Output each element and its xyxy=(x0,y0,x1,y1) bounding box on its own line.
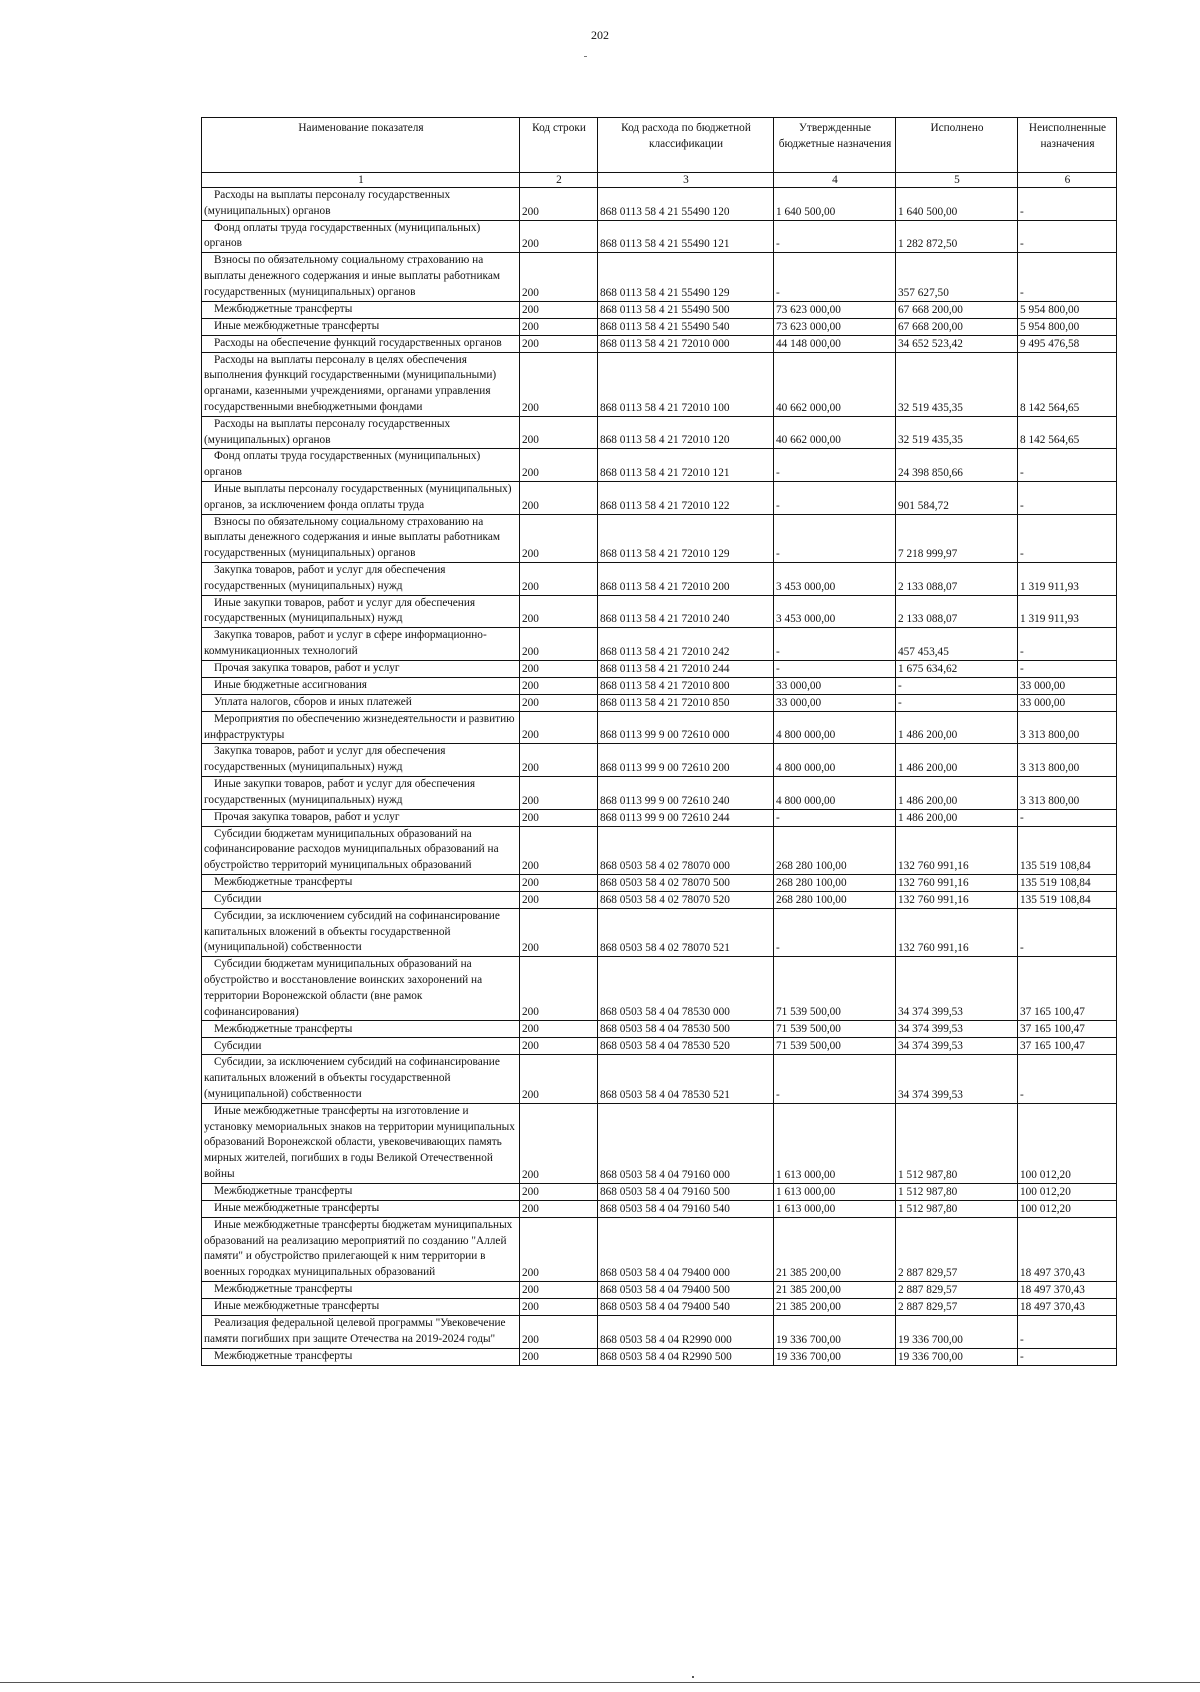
approved-amount-cell: 1 613 000,00 xyxy=(774,1200,896,1217)
budget-class-code-cell: 868 0113 58 4 21 72010 120 xyxy=(598,416,774,449)
budget-class-code-cell: 868 0503 58 4 02 78070 000 xyxy=(598,826,774,874)
table-row xyxy=(202,826,1117,874)
table-row xyxy=(202,1200,1117,1217)
executed-amount-cell: 1 512 987,80 xyxy=(896,1200,1018,1217)
unexecuted-amount-cell: 5 954 800,00 xyxy=(1018,301,1117,318)
line-code-cell: 200 xyxy=(520,776,598,809)
executed-amount-cell: 19 336 700,00 xyxy=(896,1316,1018,1349)
approved-amount-cell: 71 539 500,00 xyxy=(774,1038,896,1055)
line-code-cell: 200 xyxy=(520,628,598,661)
unexecuted-amount-cell: - xyxy=(1018,188,1117,221)
executed-amount-cell: 1 486 200,00 xyxy=(896,711,1018,744)
budget-class-code-cell: 868 0503 58 4 02 78070 520 xyxy=(598,891,774,908)
approved-amount-cell: 21 385 200,00 xyxy=(774,1217,896,1281)
line-code-cell: 200 xyxy=(520,1183,598,1200)
budget-class-code-cell: 868 0503 58 4 04 79400 540 xyxy=(598,1299,774,1316)
column-number: 4 xyxy=(774,173,896,188)
unexecuted-amount-cell: 33 000,00 xyxy=(1018,694,1117,711)
table-row xyxy=(202,711,1117,744)
executed-amount-cell: 1 486 200,00 xyxy=(896,809,1018,826)
unexecuted-amount-cell: 135 519 108,84 xyxy=(1018,874,1117,891)
indicator-name-cell: Закупка товаров, работ и услуг для обеспечения государственных (муниципальных) нужд xyxy=(202,744,520,777)
column-header-approved: Утвержденные бюджетные назначения xyxy=(774,118,896,173)
table-row xyxy=(202,514,1117,562)
budget-class-code-cell: 868 0503 58 4 04 78530 000 xyxy=(598,957,774,1021)
budget-class-code-cell: 868 0113 58 4 21 55490 120 xyxy=(598,188,774,221)
line-code-cell: 200 xyxy=(520,188,598,221)
executed-amount-cell: 1 675 634,62 xyxy=(896,660,1018,677)
approved-amount-cell: - xyxy=(774,908,896,956)
indicator-name-cell: Реализация федеральной целевой программы "Увековечение памяти погибших при защите Отечества на 2019-2024 годы" xyxy=(202,1316,520,1349)
unexecuted-amount-cell: 100 012,20 xyxy=(1018,1183,1117,1200)
line-code-cell: 200 xyxy=(520,1299,598,1316)
approved-amount-cell: 1 640 500,00 xyxy=(774,188,896,221)
budget-class-code-cell: 868 0503 58 4 04 79160 540 xyxy=(598,1200,774,1217)
line-code-cell: 200 xyxy=(520,595,598,628)
unexecuted-amount-cell: 1 319 911,93 xyxy=(1018,562,1117,595)
column-number: 2 xyxy=(520,173,598,188)
line-code-cell: 200 xyxy=(520,335,598,352)
indicator-name-cell: Иные закупки товаров, работ и услуг для обеспечения государственных (муниципальных) нужд xyxy=(202,776,520,809)
table-row xyxy=(202,1316,1117,1349)
table-row xyxy=(202,776,1117,809)
indicator-name-cell: Иные закупки товаров, работ и услуг для обеспечения государственных (муниципальных) нужд xyxy=(202,595,520,628)
line-code-cell: 200 xyxy=(520,449,598,482)
unexecuted-amount-cell: 18 497 370,43 xyxy=(1018,1282,1117,1299)
approved-amount-cell: - xyxy=(774,514,896,562)
column-number: 5 xyxy=(896,173,1018,188)
unexecuted-amount-cell: - xyxy=(1018,220,1117,253)
unexecuted-amount-cell: - xyxy=(1018,660,1117,677)
unexecuted-amount-cell: 8 142 564,65 xyxy=(1018,416,1117,449)
line-code-cell: 200 xyxy=(520,744,598,777)
indicator-name-cell: Иные межбюджетные трансферты на изготовление и установку мемориальных знаков на территории муниципальных образований Воронежской области, увековечивающих память мирных жителей, погибших в годы Великой Отечественной войны xyxy=(202,1103,520,1183)
table-row xyxy=(202,301,1117,318)
approved-amount-cell: 21 385 200,00 xyxy=(774,1282,896,1299)
indicator-name-cell: Расходы на выплаты персоналу государственных (муниципальных) органов xyxy=(202,416,520,449)
indicator-name-cell: Иные межбюджетные трансферты xyxy=(202,318,520,335)
budget-class-code-cell: 868 0113 58 4 21 55490 121 xyxy=(598,220,774,253)
column-number: 3 xyxy=(598,173,774,188)
executed-amount-cell: 1 640 500,00 xyxy=(896,188,1018,221)
line-code-cell: 200 xyxy=(520,1217,598,1281)
indicator-name-cell: Иные выплаты персоналу государственных (муниципальных) органов, за исключением фонда оплаты труда xyxy=(202,481,520,514)
table-row xyxy=(202,908,1117,956)
executed-amount-cell: - xyxy=(896,677,1018,694)
line-code-cell: 200 xyxy=(520,908,598,956)
line-code-cell: 200 xyxy=(520,1103,598,1183)
table-row xyxy=(202,1038,1117,1055)
table-row xyxy=(202,874,1117,891)
approved-amount-cell: 44 148 000,00 xyxy=(774,335,896,352)
executed-amount-cell: 24 398 850,66 xyxy=(896,449,1018,482)
unexecuted-amount-cell: 5 954 800,00 xyxy=(1018,318,1117,335)
budget-class-code-cell: 868 0503 58 4 04 R2990 500 xyxy=(598,1348,774,1365)
unexecuted-amount-cell: 3 313 800,00 xyxy=(1018,744,1117,777)
table-row xyxy=(202,416,1117,449)
executed-amount-cell: 1 486 200,00 xyxy=(896,776,1018,809)
table-row xyxy=(202,220,1117,253)
table-body xyxy=(202,188,1117,1366)
indicator-name-cell: Межбюджетные трансферты xyxy=(202,1348,520,1365)
executed-amount-cell: - xyxy=(896,694,1018,711)
line-code-cell: 200 xyxy=(520,809,598,826)
budget-class-code-cell: 868 0113 58 4 21 72010 240 xyxy=(598,595,774,628)
table-row xyxy=(202,1299,1117,1316)
budget-class-code-cell: 868 0113 58 4 21 72010 200 xyxy=(598,562,774,595)
line-code-cell: 200 xyxy=(520,352,598,416)
indicator-name-cell: Расходы на выплаты персоналу государственных (муниципальных) органов xyxy=(202,188,520,221)
executed-amount-cell: 2 887 829,57 xyxy=(896,1282,1018,1299)
executed-amount-cell: 34 374 399,53 xyxy=(896,1038,1018,1055)
executed-amount-cell: 1 486 200,00 xyxy=(896,744,1018,777)
approved-amount-cell: 21 385 200,00 xyxy=(774,1299,896,1316)
approved-amount-cell: 19 336 700,00 xyxy=(774,1348,896,1365)
approved-amount-cell: - xyxy=(774,809,896,826)
indicator-name-cell: Субсидии, за исключением субсидий на софинансирование капитальных вложений в объекты государственной (муниципальной) собственности xyxy=(202,1055,520,1103)
budget-class-code-cell: 868 0113 99 9 00 72610 244 xyxy=(598,809,774,826)
budget-class-code-cell: 868 0503 58 4 04 78530 520 xyxy=(598,1038,774,1055)
indicator-name-cell: Расходы на обеспечение функций государственных органов xyxy=(202,335,520,352)
header-mark xyxy=(584,56,587,57)
unexecuted-amount-cell: 135 519 108,84 xyxy=(1018,826,1117,874)
table-row xyxy=(202,449,1117,482)
line-code-cell: 200 xyxy=(520,514,598,562)
table-row xyxy=(202,1055,1117,1103)
table-row xyxy=(202,809,1117,826)
approved-amount-cell: 1 613 000,00 xyxy=(774,1183,896,1200)
table-row xyxy=(202,352,1117,416)
executed-amount-cell: 2 133 088,07 xyxy=(896,562,1018,595)
table-row xyxy=(202,335,1117,352)
unexecuted-amount-cell: 135 519 108,84 xyxy=(1018,891,1117,908)
unexecuted-amount-cell: 100 012,20 xyxy=(1018,1200,1117,1217)
indicator-name-cell: Субсидии бюджетам муниципальных образований на обустройство и восстановление воинских захоронений на территории Воронежской области (вне рамок софинансирования) xyxy=(202,957,520,1021)
budget-class-code-cell: 868 0113 58 4 21 72010 000 xyxy=(598,335,774,352)
executed-amount-cell: 34 374 399,53 xyxy=(896,1055,1018,1103)
approved-amount-cell: 19 336 700,00 xyxy=(774,1316,896,1349)
line-code-cell: 200 xyxy=(520,1282,598,1299)
unexecuted-amount-cell: 3 313 800,00 xyxy=(1018,776,1117,809)
indicator-name-cell: Субсидии xyxy=(202,1038,520,1055)
approved-amount-cell: 268 280 100,00 xyxy=(774,826,896,874)
scan-mark xyxy=(692,1676,694,1678)
table-row xyxy=(202,744,1117,777)
indicator-name-cell: Субсидии xyxy=(202,891,520,908)
expenditure-table xyxy=(201,117,1117,1366)
table-row xyxy=(202,1282,1117,1299)
executed-amount-cell: 457 453,45 xyxy=(896,628,1018,661)
executed-amount-cell: 67 668 200,00 xyxy=(896,301,1018,318)
indicator-name-cell: Субсидии бюджетам муниципальных образований на софинансирование расходов муниципальных образований на обустройство территорий муниципальных образований xyxy=(202,826,520,874)
executed-amount-cell: 132 760 991,16 xyxy=(896,908,1018,956)
line-code-cell: 200 xyxy=(520,826,598,874)
table-row xyxy=(202,660,1117,677)
table-row xyxy=(202,481,1117,514)
unexecuted-amount-cell: - xyxy=(1018,481,1117,514)
unexecuted-amount-cell: 8 142 564,65 xyxy=(1018,352,1117,416)
indicator-name-cell: Расходы на выплаты персоналу в целях обеспечения выполнения функций государственными (муниципальными) органами, казенными учреждениями, органами управления государственными внебюджетными фондами xyxy=(202,352,520,416)
budget-class-code-cell: 868 0503 58 4 04 R2990 000 xyxy=(598,1316,774,1349)
line-code-cell: 200 xyxy=(520,416,598,449)
budget-class-code-cell: 868 0113 58 4 21 72010 121 xyxy=(598,449,774,482)
budget-class-code-cell: 868 0113 58 4 21 72010 122 xyxy=(598,481,774,514)
indicator-name-cell: Межбюджетные трансферты xyxy=(202,1282,520,1299)
unexecuted-amount-cell: - xyxy=(1018,1316,1117,1349)
approved-amount-cell: - xyxy=(774,253,896,301)
indicator-name-cell: Фонд оплаты труда государственных (муниципальных) органов xyxy=(202,449,520,482)
table-row xyxy=(202,562,1117,595)
executed-amount-cell: 132 760 991,16 xyxy=(896,891,1018,908)
table-row xyxy=(202,188,1117,221)
line-code-cell: 200 xyxy=(520,481,598,514)
executed-amount-cell: 67 668 200,00 xyxy=(896,318,1018,335)
budget-class-code-cell: 868 0113 58 4 21 72010 800 xyxy=(598,677,774,694)
executed-amount-cell: 901 584,72 xyxy=(896,481,1018,514)
approved-amount-cell: 33 000,00 xyxy=(774,694,896,711)
indicator-name-cell: Взносы по обязательному социальному страхованию на выплаты денежного содержания и иные выплаты работникам государственных (муниципальных) органов xyxy=(202,253,520,301)
table-row xyxy=(202,677,1117,694)
indicator-name-cell: Субсидии, за исключением субсидий на софинансирование капитальных вложений в объекты государственной (муниципальной) собственности xyxy=(202,908,520,956)
indicator-name-cell: Иные межбюджетные трансферты xyxy=(202,1299,520,1316)
indicator-name-cell: Мероприятия по обеспечению жизнедеятельности и развитию инфраструктуры xyxy=(202,711,520,744)
table-row xyxy=(202,1021,1117,1038)
budget-class-code-cell: 868 0113 58 4 21 55490 500 xyxy=(598,301,774,318)
page-number: 202 xyxy=(591,28,609,42)
approved-amount-cell: 4 800 000,00 xyxy=(774,711,896,744)
indicator-name-cell: Взносы по обязательному социальному страхованию на выплаты денежного содержания и иные выплаты работникам государственных (муниципальных) органов xyxy=(202,514,520,562)
executed-amount-cell: 2 887 829,57 xyxy=(896,1217,1018,1281)
indicator-name-cell: Межбюджетные трансферты xyxy=(202,874,520,891)
indicator-name-cell: Закупка товаров, работ и услуг в сфере информационно-коммуникационных технологий xyxy=(202,628,520,661)
approved-amount-cell: 73 623 000,00 xyxy=(774,318,896,335)
table-row xyxy=(202,253,1117,301)
executed-amount-cell: 1 282 872,50 xyxy=(896,220,1018,253)
budget-class-code-cell: 868 0503 58 4 04 79160 000 xyxy=(598,1103,774,1183)
executed-amount-cell: 132 760 991,16 xyxy=(896,826,1018,874)
executed-amount-cell: 1 512 987,80 xyxy=(896,1183,1018,1200)
budget-class-code-cell: 868 0113 99 9 00 72610 240 xyxy=(598,776,774,809)
line-code-cell: 200 xyxy=(520,220,598,253)
indicator-name-cell: Прочая закупка товаров, работ и услуг xyxy=(202,809,520,826)
budget-class-code-cell: 868 0113 58 4 21 72010 244 xyxy=(598,660,774,677)
unexecuted-amount-cell: 33 000,00 xyxy=(1018,677,1117,694)
unexecuted-amount-cell: 18 497 370,43 xyxy=(1018,1299,1117,1316)
unexecuted-amount-cell: 18 497 370,43 xyxy=(1018,1217,1117,1281)
unexecuted-amount-cell: 9 495 476,58 xyxy=(1018,335,1117,352)
indicator-name-cell: Иные межбюджетные трансферты бюджетам муниципальных образований на реализацию мероприятий по созданию "Аллей памяти" и обустройство прилегающей к ним территории в военных городках муниципальных образований xyxy=(202,1217,520,1281)
unexecuted-amount-cell: 37 165 100,47 xyxy=(1018,1038,1117,1055)
table-row xyxy=(202,595,1117,628)
approved-amount-cell: - xyxy=(774,220,896,253)
column-header-executed: Исполнено xyxy=(896,118,1018,173)
column-header-unexecuted: Неисполненные назначения xyxy=(1018,118,1117,173)
unexecuted-amount-cell: - xyxy=(1018,809,1117,826)
budget-class-code-cell: 868 0113 58 4 21 72010 242 xyxy=(598,628,774,661)
approved-amount-cell: - xyxy=(774,1055,896,1103)
indicator-name-cell: Межбюджетные трансферты xyxy=(202,1021,520,1038)
line-code-cell: 200 xyxy=(520,562,598,595)
approved-amount-cell: 3 453 000,00 xyxy=(774,595,896,628)
approved-amount-cell: 268 280 100,00 xyxy=(774,874,896,891)
line-code-cell: 200 xyxy=(520,891,598,908)
approved-amount-cell: 40 662 000,00 xyxy=(774,352,896,416)
executed-amount-cell: 7 218 999,97 xyxy=(896,514,1018,562)
unexecuted-amount-cell: 37 165 100,47 xyxy=(1018,1021,1117,1038)
table-header-row xyxy=(202,118,1117,173)
table-row xyxy=(202,1103,1117,1183)
budget-class-code-cell: 868 0503 58 4 04 79160 500 xyxy=(598,1183,774,1200)
budget-class-code-cell: 868 0503 58 4 02 78070 521 xyxy=(598,908,774,956)
indicator-name-cell: Закупка товаров, работ и услуг для обеспечения государственных (муниципальных) нужд xyxy=(202,562,520,595)
approved-amount-cell: 3 453 000,00 xyxy=(774,562,896,595)
approved-amount-cell: - xyxy=(774,660,896,677)
approved-amount-cell: 268 280 100,00 xyxy=(774,891,896,908)
line-code-cell: 200 xyxy=(520,1021,598,1038)
budget-class-code-cell: 868 0503 58 4 02 78070 500 xyxy=(598,874,774,891)
executed-amount-cell: 34 374 399,53 xyxy=(896,1021,1018,1038)
unexecuted-amount-cell: - xyxy=(1018,514,1117,562)
table-row xyxy=(202,694,1117,711)
indicator-name-cell: Фонд оплаты труда государственных (муниципальных) органов xyxy=(202,220,520,253)
line-code-cell: 200 xyxy=(520,318,598,335)
budget-class-code-cell: 868 0503 58 4 04 78530 500 xyxy=(598,1021,774,1038)
column-header-name: Наименование показателя xyxy=(202,118,520,173)
line-code-cell: 200 xyxy=(520,1055,598,1103)
unexecuted-amount-cell: - xyxy=(1018,908,1117,956)
budget-class-code-cell: 868 0113 99 9 00 72610 000 xyxy=(598,711,774,744)
approved-amount-cell: 4 800 000,00 xyxy=(774,776,896,809)
unexecuted-amount-cell: - xyxy=(1018,1055,1117,1103)
unexecuted-amount-cell: - xyxy=(1018,449,1117,482)
approved-amount-cell: 40 662 000,00 xyxy=(774,416,896,449)
table-row xyxy=(202,1183,1117,1200)
budget-class-code-cell: 868 0113 58 4 21 72010 129 xyxy=(598,514,774,562)
unexecuted-amount-cell: - xyxy=(1018,253,1117,301)
line-code-cell: 200 xyxy=(520,1348,598,1365)
indicator-name-cell: Межбюджетные трансферты xyxy=(202,301,520,318)
column-header-budget-code: Код расхода по бюджетной классификации xyxy=(598,118,774,173)
approved-amount-cell: - xyxy=(774,481,896,514)
line-code-cell: 200 xyxy=(520,301,598,318)
executed-amount-cell: 1 512 987,80 xyxy=(896,1103,1018,1183)
scan-edge-line xyxy=(0,1682,1200,1683)
approved-amount-cell: 71 539 500,00 xyxy=(774,1021,896,1038)
executed-amount-cell: 132 760 991,16 xyxy=(896,874,1018,891)
column-number-row xyxy=(202,173,1117,188)
indicator-name-cell: Прочая закупка товаров, работ и услуг xyxy=(202,660,520,677)
line-code-cell: 200 xyxy=(520,1200,598,1217)
line-code-cell: 200 xyxy=(520,1038,598,1055)
approved-amount-cell: 4 800 000,00 xyxy=(774,744,896,777)
line-code-cell: 200 xyxy=(520,660,598,677)
executed-amount-cell: 34 652 523,42 xyxy=(896,335,1018,352)
column-header-line-code: Код строки xyxy=(520,118,598,173)
column-number: 6 xyxy=(1018,173,1117,188)
executed-amount-cell: 357 627,50 xyxy=(896,253,1018,301)
unexecuted-amount-cell: 100 012,20 xyxy=(1018,1103,1117,1183)
budget-class-code-cell: 868 0503 58 4 04 79400 500 xyxy=(598,1282,774,1299)
line-code-cell: 200 xyxy=(520,874,598,891)
indicator-name-cell: Иные бюджетные ассигнования xyxy=(202,677,520,694)
executed-amount-cell: 2 887 829,57 xyxy=(896,1299,1018,1316)
line-code-cell: 200 xyxy=(520,694,598,711)
budget-class-code-cell: 868 0503 58 4 04 79400 000 xyxy=(598,1217,774,1281)
approved-amount-cell: 73 623 000,00 xyxy=(774,301,896,318)
table-row xyxy=(202,891,1117,908)
executed-amount-cell: 19 336 700,00 xyxy=(896,1348,1018,1365)
line-code-cell: 200 xyxy=(520,253,598,301)
unexecuted-amount-cell: 1 319 911,93 xyxy=(1018,595,1117,628)
indicator-name-cell: Межбюджетные трансферты xyxy=(202,1183,520,1200)
table-row xyxy=(202,628,1117,661)
unexecuted-amount-cell: 37 165 100,47 xyxy=(1018,957,1117,1021)
table-row xyxy=(202,318,1117,335)
budget-class-code-cell: 868 0113 99 9 00 72610 200 xyxy=(598,744,774,777)
executed-amount-cell: 2 133 088,07 xyxy=(896,595,1018,628)
budget-class-code-cell: 868 0113 58 4 21 72010 850 xyxy=(598,694,774,711)
table-row xyxy=(202,1348,1117,1365)
approved-amount-cell: 33 000,00 xyxy=(774,677,896,694)
approved-amount-cell: - xyxy=(774,628,896,661)
approved-amount-cell: 1 613 000,00 xyxy=(774,1103,896,1183)
budget-class-code-cell: 868 0113 58 4 21 55490 129 xyxy=(598,253,774,301)
approved-amount-cell: - xyxy=(774,449,896,482)
unexecuted-amount-cell: - xyxy=(1018,1348,1117,1365)
line-code-cell: 200 xyxy=(520,957,598,1021)
line-code-cell: 200 xyxy=(520,677,598,694)
table-row xyxy=(202,957,1117,1021)
budget-class-code-cell: 868 0113 58 4 21 72010 100 xyxy=(598,352,774,416)
executed-amount-cell: 32 519 435,35 xyxy=(896,416,1018,449)
unexecuted-amount-cell: 3 313 800,00 xyxy=(1018,711,1117,744)
unexecuted-amount-cell: - xyxy=(1018,628,1117,661)
executed-amount-cell: 34 374 399,53 xyxy=(896,957,1018,1021)
indicator-name-cell: Иные межбюджетные трансферты xyxy=(202,1200,520,1217)
budget-class-code-cell: 868 0113 58 4 21 55490 540 xyxy=(598,318,774,335)
budget-class-code-cell: 868 0503 58 4 04 78530 521 xyxy=(598,1055,774,1103)
indicator-name-cell: Уплата налогов, сборов и иных платежей xyxy=(202,694,520,711)
line-code-cell: 200 xyxy=(520,1316,598,1349)
approved-amount-cell: 71 539 500,00 xyxy=(774,957,896,1021)
column-number: 1 xyxy=(202,173,520,188)
table-row xyxy=(202,1217,1117,1281)
executed-amount-cell: 32 519 435,35 xyxy=(896,352,1018,416)
line-code-cell: 200 xyxy=(520,711,598,744)
